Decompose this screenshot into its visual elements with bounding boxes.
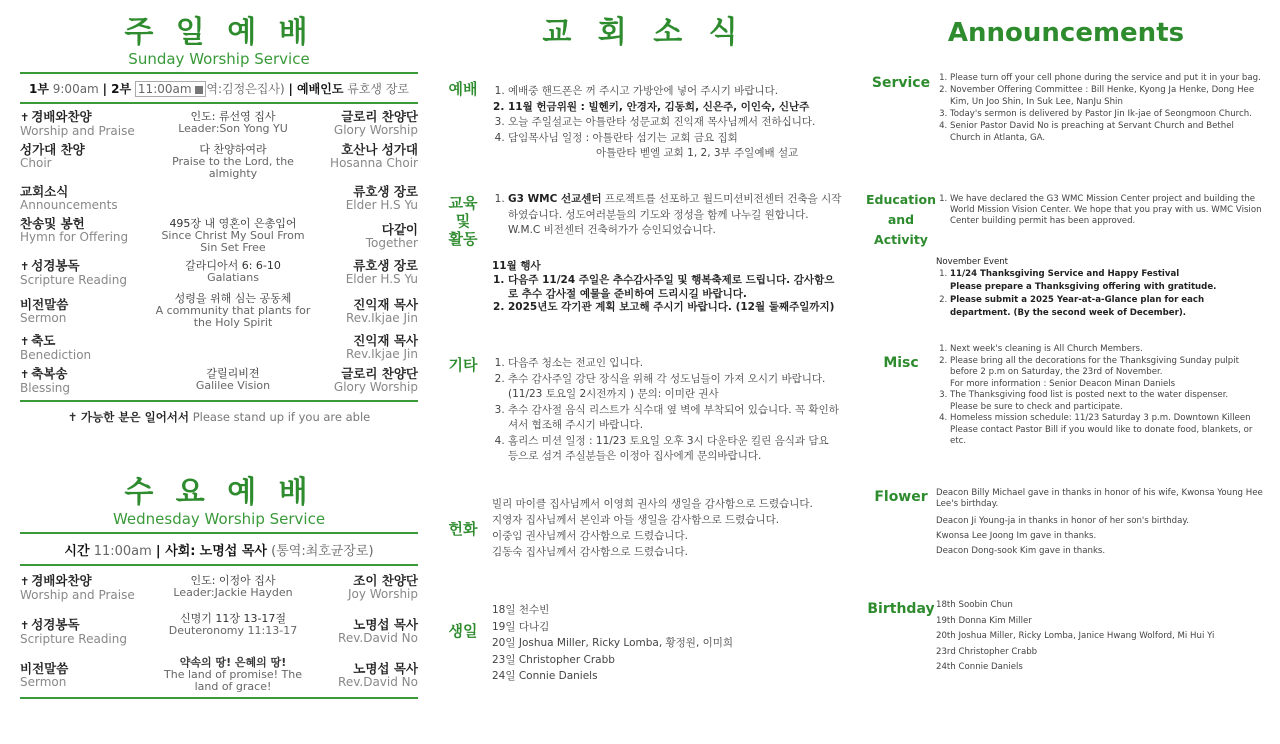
list-item: [950, 344, 1266, 356]
order-row: [20, 334, 418, 362]
mc-name: 노명섭 목사: [199, 544, 267, 559]
list-item-text: Please contact Pastor Bill if you would like to donate food, blankets, or etc.: [950, 424, 1253, 446]
order-item-ko: 교회소식: [20, 184, 69, 199]
list-item: 19일 다나김: [492, 620, 550, 633]
list-item: 2. November Offering Committee : Bill Henke, Kyong Ja Henke, Dong Hee Kim, Un Joo Shin, In Suk Lee, NanJu Shin: [950, 84, 1266, 108]
list-item: 1. 다음주 11/24 주일은 추수감사주일 및 행복축제로 드립니다. 감사함으로 추수 감사절 예물을 준비하여 드리시길 바랍니다.: [508, 274, 842, 301]
list-item: 3. Today's sermon is delivered by Pastor Jin Ik-jae of Seongmoon Church.: [950, 108, 1266, 120]
cross-icon: ✝: [20, 335, 30, 348]
news-flower-label: 헌화: [448, 520, 478, 538]
list-item: [950, 294, 1266, 320]
order-item-ko: 축복송: [31, 366, 68, 381]
list-item: 김동숙 집사님께서 감사함으로 드렸습니다.: [492, 546, 688, 558]
service2-time-box: [135, 81, 206, 97]
order-row: [20, 143, 418, 180]
order-leader-ko: 호산나 성가대: [341, 142, 418, 157]
mc-interpreter: (통역:최호균장로): [271, 544, 374, 559]
order-row: [20, 574, 418, 602]
label-line: 교육: [448, 194, 478, 212]
list-item-title: 11/24 Thanksgiving Service and Happy Festival: [950, 269, 1180, 279]
order-item-en: Blessing: [20, 381, 71, 395]
list-item-text: The Thanksgiving food list is posted next to the water dispenser.: [950, 390, 1229, 400]
order-row: [20, 292, 418, 329]
label-line: 활동: [448, 230, 478, 248]
order-item-en: Announcements: [20, 198, 118, 212]
order-detail-ko: 성령을 위해 심는 공동체: [174, 292, 292, 305]
order-row: [20, 185, 418, 212]
list-item: 23일 Christopher Crabb: [492, 653, 615, 666]
list-item: 1. Please turn off your cell phone during the service and put it in your bag.: [950, 72, 1266, 84]
worship-order-column: [20, 0, 418, 699]
wednesday-time-row: [20, 534, 418, 564]
list-item: 2. 2025년도 각기관 계획 보고해 주시기 바랍니다. (12월 둘째주일까지): [508, 301, 842, 315]
leader-name: 류호생 장로: [347, 82, 410, 96]
sunday-order-list: [20, 110, 418, 395]
news-birthday-label: 생일: [448, 622, 478, 640]
list-item: [950, 268, 1266, 294]
list-item: 1. 예배중 핸드폰은 꺼 주시고 가방안에 넣어 주시기 바랍니다.: [508, 84, 842, 100]
time-label: 시간: [64, 544, 90, 559]
list-item-text: For more information : Senior Deacon Minan Daniels: [950, 378, 1176, 389]
order-leader-en: Together: [365, 236, 418, 250]
order-row: [20, 612, 418, 646]
list-item: 1. We have declared the G3 WMC Mission Center project and building the World Mission Vision Center. We hope that you pray with us. WMC Vision Center building permit has been approved.: [950, 194, 1266, 227]
order-detail-ko: 인도: 이정아 집사: [190, 574, 276, 587]
order-detail-ko: 갈라디아서 6: 6-10: [185, 259, 281, 272]
order-leader-en: Rev.David No: [338, 675, 418, 689]
list-item: 24th Connie Daniels: [936, 662, 1023, 672]
order-leader-ko: 다같이: [381, 222, 418, 237]
list-item: Deacon Ji Young-ja in thanks in honor of her son's birthday.: [936, 516, 1189, 526]
order-leader-en: Hosanna Choir: [330, 156, 418, 170]
order-row: [20, 110, 418, 138]
announcements-title: Announcements: [947, 18, 1185, 48]
church-news-column: [446, 0, 842, 744]
cross-icon: ✝: [20, 619, 30, 632]
label-line: 및: [455, 212, 471, 230]
list-item: 24일 Connie Daniels: [492, 670, 598, 682]
order-detail-ko: 신명기 11장 13-17절: [179, 612, 287, 625]
cross-icon: ✝: [20, 368, 30, 381]
news-worship-label: 예배: [448, 80, 478, 98]
order-detail-ko: 495장 내 영혼이 은총입어: [169, 217, 297, 230]
list-item: 2. 추수 감사주일 강단 장식을 위해 각 성도님들이 가져 오시기 바랍니다. (11/23 토요일 2시전까지 ) 문의: 이미란 권사: [508, 372, 842, 403]
service1-time: 9:00am: [52, 82, 99, 96]
sunday-time-row: [20, 74, 418, 102]
label-line: Education: [866, 192, 936, 207]
order-item-en: Benediction: [20, 348, 92, 362]
wednesday-order-list: [20, 574, 418, 693]
order-item-ko: 경배와찬양: [31, 109, 92, 124]
order-detail-en: A community that plants for the Holy Spirit: [155, 304, 311, 329]
list-item: [950, 413, 1266, 448]
list-item: 18일 천수빈: [492, 604, 550, 616]
list-item-text: Please prepare a Thanksgiving offering with gratitude.: [950, 282, 1217, 292]
list-item: 20일 Joshua Miller, Ricky Lomba, 황정원, 이미희: [492, 637, 734, 649]
list-item: 2. 11월 헌금위원 : 빌헨키, 안경자, 김동희, 신은주, 이인숙, 신난주: [508, 100, 842, 116]
divider: [20, 697, 418, 699]
order-item-ko: 비전말씀: [20, 297, 69, 312]
order-leader-ko: 조이 찬양단: [353, 573, 418, 588]
order-item-en: Worship and Praise: [20, 588, 135, 602]
order-row: [20, 656, 418, 693]
list-item: 이중임 권사님께서 감사함으로 드렸습니다.: [492, 530, 688, 542]
order-leader-en: Rev.David No: [338, 631, 418, 645]
order-item-ko: 성경봉독: [31, 258, 80, 273]
order-detail-ko: 다 찬양하여라: [199, 143, 267, 156]
cross-icon: ✝: [20, 260, 30, 273]
label-line: Activity: [874, 232, 928, 247]
order-item-en: Worship and Praise: [20, 124, 135, 138]
order-item-ko: 비전말씀: [20, 661, 69, 676]
order-leader-en: Rev.Ikjae Jin: [345, 311, 418, 325]
list-item-text: Please be sure to check and participate.: [950, 401, 1123, 412]
nov-heading: 11월 행사: [492, 259, 541, 272]
order-leader-ko: 진익재 목사: [353, 297, 418, 312]
order-leader-en: Joy Worship: [347, 587, 418, 601]
order-leader-en: Rev.Ikjae Jin: [345, 347, 418, 361]
wednesday-title: 수 요 예 배: [124, 475, 314, 510]
order-detail-en: Deuteronomy 11:13-17: [168, 624, 298, 637]
wednesday-time: 11:00am: [93, 544, 152, 559]
order-detail-en: Leader:Jackie Hayden: [173, 586, 293, 599]
leader-label: | 예배인도: [288, 82, 344, 96]
order-leader-ko: 글로리 찬양단: [341, 366, 418, 381]
wednesday-subtitle: Wednesday Worship Service: [112, 510, 326, 528]
interpreter: 역:김정은집사): [206, 82, 285, 96]
list-item: 19th Donna Kim Miller: [936, 615, 1032, 626]
list-item-text: Next week's cleaning is All Church Members.: [950, 344, 1143, 354]
order-leader-en: Glory Worship: [333, 123, 418, 137]
list-item: 3. 오늘 주일설교는 아틀란타 성문교회 진익재 목사님께서 전하십니다.: [508, 115, 842, 131]
label-line: and: [887, 212, 915, 227]
stand-note-en: Please stand up if you are able: [192, 410, 371, 424]
list-item: 4. 홈리스 미션 일정 : 11/23 토요일 오후 3시 다운타운 킬린 음식과 담요 등으로 섬겨 주실분들은 이정아 집사에게 문의바랍니다.: [508, 434, 842, 465]
announcements-column: [866, 0, 1266, 744]
list-item: 4. Senior Pastor David No is preaching at Servant Church and Bethel Church in Atlanta, GA.: [950, 120, 1266, 144]
list-item: 빌리 마이클 집사님께서 이영희 권사의 생일을 감사함으로 드렸습니다.: [492, 498, 813, 510]
list-item-text: Please bring all the decorations for the Thanksgiving Sunday pulpit before 2 p.m on Saturday, the 23rd of November.: [950, 355, 1240, 377]
mc-label: | 사회:: [155, 544, 196, 559]
service2-label: | 2부: [102, 82, 132, 96]
list-item-text: 담임목사님 일정 : 아틀란타 섬기는 교회 금요 집회: [508, 131, 738, 144]
list-item: Deacon Billy Michael gave in thanks in honor of his wife, Kwonsa Young Hee Lee's birthday.: [936, 488, 1263, 509]
ann-edu-label: [866, 190, 936, 250]
order-detail-en: Praise to the Lord, the almighty: [172, 155, 294, 180]
list-item: 23rd Christopher Crabb: [936, 646, 1038, 657]
order-item-ko: 경배와찬양: [31, 573, 92, 588]
list-item: Deacon Dong-sook Kim gave in thanks.: [936, 546, 1106, 556]
news-title: 교 회 소 식: [542, 15, 746, 50]
order-leader-ko: 진익재 목사: [353, 333, 418, 348]
order-row: [20, 367, 418, 395]
cross-icon: ✝: [20, 111, 30, 124]
order-detail-en: Leader:Son Yong YU: [178, 122, 288, 135]
list-item-text: Homeless mission schedule: 11/23 Saturday 3 p.m. Downtown Killeen: [950, 413, 1251, 423]
order-row: [20, 217, 418, 254]
stand-note-ko: 가능한 분은 일어서서: [81, 410, 190, 424]
order-leader-ko: 글로리 찬양단: [341, 109, 418, 124]
stand-note: [20, 402, 418, 432]
list-item: [950, 356, 1266, 391]
list-item: [508, 192, 842, 239]
sunday-title: 주 일 예 배: [124, 15, 314, 50]
order-item-ko: 찬송및 봉헌: [20, 216, 85, 231]
ann-service-label: Service: [871, 75, 931, 91]
list-item: 1. 다음주 청소는 전교인 입니다.: [508, 356, 842, 372]
order-detail-en: Galatians: [207, 271, 259, 284]
order-item-ko: 성가대 찬양: [20, 142, 85, 157]
list-item: 3. 추수 감사절 음식 리스트가 식수대 옆 벽에 부착되어 있습니다. 꼭 확인하셔서 협조해 주시기 바랍니다.: [508, 403, 842, 434]
order-item-ko: 성경봉독: [31, 617, 80, 632]
order-item-en: Choir: [20, 156, 52, 170]
order-item-en: Sermon: [20, 675, 67, 689]
news-edu-label: [446, 194, 480, 248]
highlight: G3 WMC 선교센터: [508, 193, 602, 205]
list-item-title: Please submit a 2025 Year-at-a-Glance plan for each department. (By the second week of December).: [950, 295, 1205, 318]
list-item: [950, 390, 1266, 413]
order-detail-en: Galilee Vision: [195, 379, 271, 392]
nov-heading: November Event: [936, 257, 1009, 267]
order-item-en: Hymn for Offering: [20, 230, 129, 244]
order-item-en: Scripture Reading: [20, 273, 127, 287]
ann-birthday-label: Birthday: [867, 601, 935, 617]
list-item-text: 아틀란타 벧엘 교회 1, 2, 3부 주일예배 설교: [596, 147, 799, 159]
list-item: 지영자 집사님께서 본인과 아들 생일을 감사함으로 드렸습니다.: [492, 514, 780, 526]
order-leader-ko: 노명섭 목사: [353, 661, 418, 676]
order-leader-en: Elder H.S Yu: [345, 272, 418, 286]
order-leader-en: Elder H.S Yu: [345, 198, 418, 212]
order-leader-en: Glory Worship: [333, 380, 418, 394]
chevron-down-icon: [195, 86, 203, 94]
ann-flower-label: Flower: [874, 489, 928, 505]
list-item-text: 프로젝트를 선포하고 월드미션비전센터 건축을 시작 하였습니다. 성도여러분들의 기도와 정성을 함께 나누길 원합니다. W.M.C 비전센터 건축허가가 승인되었습니다.: [508, 193, 842, 236]
news-misc-label: 기타: [448, 356, 478, 374]
order-detail-ko: 인도: 류선영 집사: [190, 110, 276, 123]
order-leader-ko: 노명섭 목사: [353, 617, 418, 632]
cross-icon: ✝: [67, 410, 78, 424]
list-item: Kwonsa Lee Joong Im gave in thanks.: [936, 531, 1097, 541]
order-detail-en: Since Christ My Soul From Sin Set Free: [161, 229, 305, 254]
order-row: [20, 259, 418, 287]
sunday-subtitle: Sunday Worship Service: [128, 50, 310, 68]
order-leader-ko: 류호생 장로: [353, 184, 418, 199]
list-item: [508, 131, 842, 162]
list-item: 18th Soobin Chun: [936, 600, 1013, 610]
service1-label: 1부: [28, 82, 49, 96]
order-item-en: Scripture Reading: [20, 632, 127, 646]
order-detail-ko: 약속의 땅! 은혜의 땅!: [179, 656, 287, 669]
order-leader-ko: 류호생 장로: [353, 258, 418, 273]
service2-time: 11:00am: [137, 82, 192, 96]
ann-misc-label: Misc: [883, 355, 919, 371]
order-item-en: Sermon: [20, 311, 67, 325]
order-detail-en: The land of promise! The land of grace!: [164, 668, 302, 693]
list-item: 20th Joshua Miller, Ricky Lomba, Janice Hwang Wolford, Mi Hui Yi: [936, 631, 1215, 641]
order-detail-ko: 갈릴리비젼: [206, 367, 260, 380]
cross-icon: ✝: [20, 575, 30, 588]
order-item-ko: 축도: [31, 333, 56, 348]
